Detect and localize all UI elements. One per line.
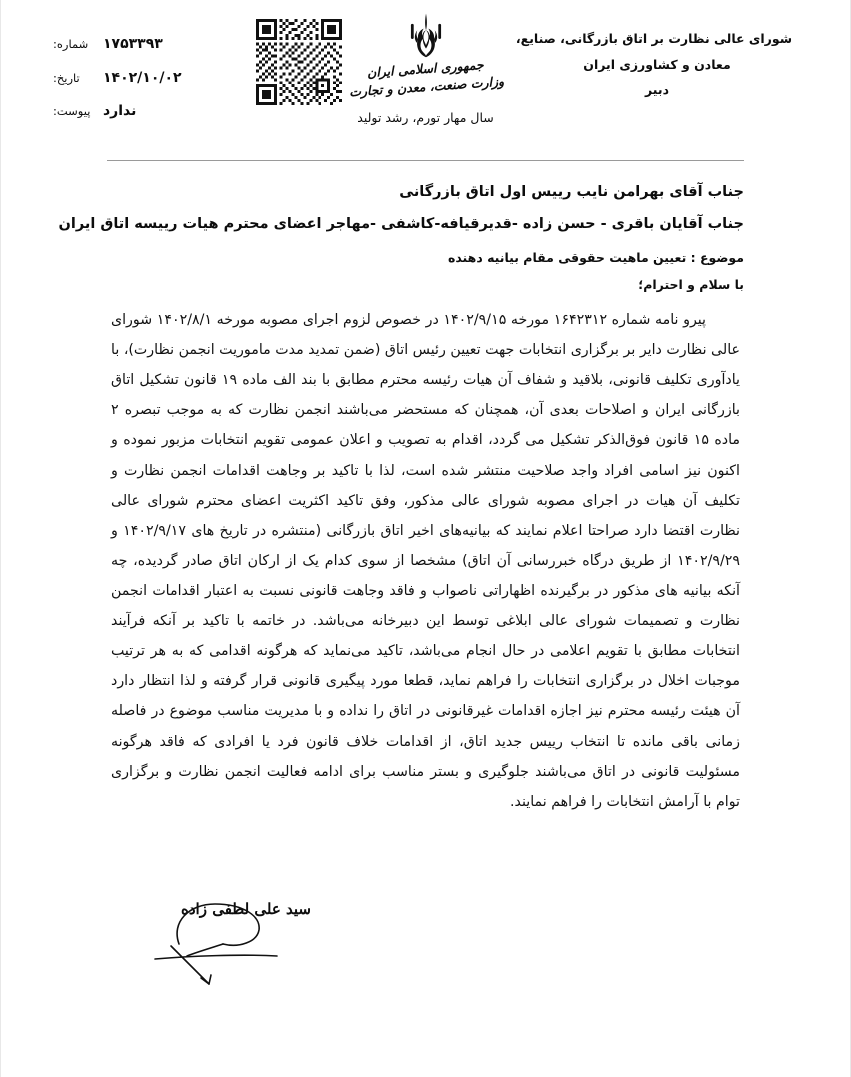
organization-block [515, 26, 792, 103]
letter-attachment-value: ندارد [103, 103, 137, 120]
greeting-line: با سلام و احترام؛ [638, 276, 744, 292]
organization-line-1: شورای عالی نظارت بر اتاق بازرگانی، صنایع، [515, 31, 792, 46]
letter-number-row [53, 28, 253, 62]
letter-body: پیرو نامه شماره ۱۶۴۲۳۱۲ مورخه ۱۴۰۲/۹/۱۵ در خصوص لزوم اجرای مصوبه مورخه ۱۴۰۲/۸/۱ شورای عالی نظارت دایر بر برگزاری انتخابات جهت تعیین رئیس اتاق (ضمن تمدید مدت ماموریت انجمن نظارت)، با یادآوری تکلیف قانونی، بلاقید و شفاف آن هیات رئیسه محترم مطابق با بند الف ماده ۱۹ قانون تشکیل اتاق بازرگانی ایران و اصلاحات بعدی آن، همچنان که مستحضر می‌باشند انجمن نظارت که به موجب تبصره ۲ ماده ۱۵ قانون فوق‌الذکر تشکیل می گردد، اقدام به تصویب و اعلان عمومی تقویم انتخابات مزبور نموده و اکنون نیز اسامی افراد واجد صلاحیت منتشر شده است، لذا با تاکید بر وجاهت اقدامات انجمن نظارت و تکلیف آن هیات در اجرای مصوبه شورای عالی مذکور، وفق تاکید اکثریت اعضای محترم شورای عالی نظارت اقتضا دارد صراحتا اعلام نمایند که بیانیه‌های اخیر اتاق بازرگانی (منتشره در تاریخ های ۱۴۰۲/۹/۱۷ و ۱۴۰۲/۹/۲۹ از طریق درگاه خبررسانی آن اتاق) مشخصا از سوی کدام یک از ارکان اتاق صادر گردیده، چه آنکه بیانیه های مذکور در برگیرنده اظهاراتی ناصواب و فاقد وجاهت قانونی نسبت به اعتبار اقدامات انجمن نظارت و تصمیمات شورای عالی ابلاغی توسط این دبیرخانه می‌باشد. در خاتمه با تاکید بر آنکه فرآیند انتخابات مطابق با تقویم اعلامی در حال انجام می‌باشد، تاکید می‌نماید که هرگونه اقدامی که به هر ترتیب موجبات اخلال در برگزاری انتخابات را فراهم نماید، قطعا مورد پیگیری قانونی قرار گرفته و لذا انتظار دارد آن هیئت رئیسه محترم نیز اجازه اقدامات غیرقانونی در اتاق را نداده و با مدیریت مناسب موضوع در فاصله زمانی باقی مانده تا انتخاب رییس جدید اتاق، از اقدامات خلاف قانون فرد یا افرادی که فاقد هرگونه مسئولیت قانونی در اتاق می‌باشند جلوگیری و بستر مناسب برای ادامه فعالیت انجمن نظارت و برگزاری توام با آرامش انتخابات را فراهم نمایند. [111, 312, 740, 810]
letter-header [1, 0, 850, 150]
letter-date-value: ۱۴۰۲/۱۰/۰۲ [103, 69, 182, 86]
letter-date-row [53, 62, 253, 96]
signature-block [1, 900, 850, 1010]
republic-name: جمهوری اسلامی ایران [366, 56, 484, 81]
signatory-name: سید علی لطفی زاده [181, 900, 311, 918]
iran-emblem-icon [406, 12, 446, 58]
organization-line-2: معادن و کشاورزی ایران [583, 56, 731, 72]
letter-number-label: شماره: [53, 37, 89, 51]
year-slogan: سال مهار تورم، رشد تولید [357, 110, 494, 126]
addressee-line-1: جناب آقای بهرامن نایب رییس اول اتاق بازرگانی [399, 184, 744, 200]
letter-meta-block [53, 28, 253, 129]
ministry-name: وزارت صنعت، معدن و تجارت [348, 73, 505, 100]
letter-attachment-label: پیوست: [53, 104, 91, 119]
letter-date-label: تاریخ: [53, 70, 80, 85]
letter-number-value: ۱۷۵۳۳۹۳ [103, 36, 163, 52]
header-divider [107, 160, 744, 161]
addressee-line-2: جناب آقایان باقری - حسن زاده -قدیرقیافه-کاشفی -مهاجر اعضای محترم هیات رییسه اتاق ایران [58, 216, 744, 233]
qr-code-icon[interactable] [256, 18, 342, 106]
address-block [58, 178, 744, 297]
handwritten-signature-icon [131, 882, 361, 992]
organization-role: دبیر [645, 82, 669, 98]
letter-attachment-row [53, 95, 253, 129]
subject-line: موضوع : تعیین ماهیت حقوقی مقام بیانیه دهنده [447, 249, 744, 265]
